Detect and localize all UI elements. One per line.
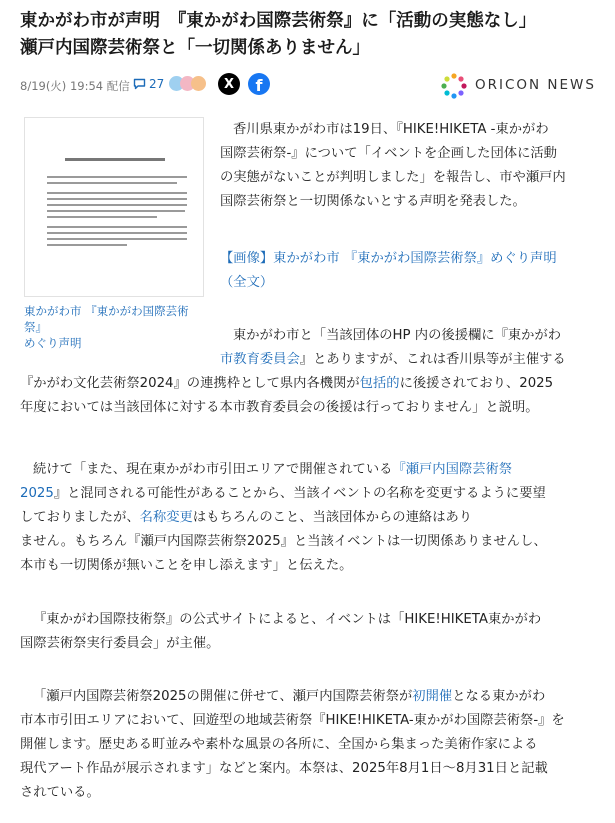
doc-text-line: [47, 210, 185, 212]
oricon-logo-icon: [440, 72, 468, 100]
doc-text-line: [47, 176, 187, 178]
link-name-change[interactable]: 名称変更: [139, 510, 193, 525]
text-line: [20, 348, 610, 372]
doc-title-line: [65, 158, 165, 161]
text-line: [20, 372, 610, 396]
link-first-held[interactable]: 初開催: [412, 689, 453, 704]
link-setouchi-triennale-year[interactable]: 2025: [20, 486, 54, 501]
paragraph-event-description: [20, 685, 610, 805]
text-span: 』とありますが、これは香川県等が主催する: [299, 352, 566, 367]
text-line: 現代アート作品が展示されます」などと案内。本祭は、2025年8月1日～8月31日と記載: [20, 761, 548, 776]
doc-text-line: [47, 232, 187, 234]
doc-text-line: [47, 244, 127, 246]
headline-line-1: 東かがわ市が声明 『東かがわ国際芸術祭』に「活動の実態なし」: [20, 11, 537, 31]
text-line: [20, 685, 610, 709]
comment-count[interactable]: 27: [149, 77, 165, 91]
reaction-face-icon: [191, 76, 206, 91]
paragraph-statement: [20, 324, 610, 420]
doc-text-line: [47, 204, 187, 206]
doc-text-line: [47, 216, 157, 218]
link-setouchi-triennale[interactable]: 『瀬戸内国際芸術祭: [392, 462, 513, 477]
brand-name: ORICON NEWS: [475, 77, 596, 93]
text-span: はもちろんのこと、当該団体からの連絡はあり: [192, 510, 473, 525]
image-link[interactable]: [220, 247, 605, 295]
text-line: 本市も一切関係が無いことを申し添えます」と伝えた。: [20, 558, 353, 573]
text-line: ません。もちろん『瀬戸内国際芸術祭2025』と当該イベントは一切関係ありませんし、: [20, 534, 547, 549]
article-meta-bar: [20, 72, 610, 102]
doc-text-line: [47, 226, 187, 228]
statement-document-thumbnail[interactable]: [24, 117, 204, 297]
text-span: 「瀬戸内国際芸術祭2025の開催に併せて、瀬戸内国際芸術祭が: [33, 689, 413, 704]
paragraph-name-change: [20, 458, 610, 578]
text-line: [20, 482, 610, 506]
text-line: 『東かがわ国際技術祭』の公式サイトによると、イベントは「HIKE!HIKETA東かがわ: [33, 612, 542, 627]
link-comprehensive[interactable]: 包括的: [359, 376, 400, 391]
text-line: 東かがわ市と「当該団体のHP 内の後援欄に『東かがわ: [233, 328, 562, 343]
article-headline: [20, 8, 605, 62]
image-link-line-2: （全文）: [220, 275, 274, 290]
text-line: 年度においては当該団体に対する本市教育委員会の後援は行っておりません」と説明。: [20, 400, 539, 415]
oricon-news-logo[interactable]: [440, 72, 610, 98]
text-span: となる東かがわ: [452, 689, 546, 704]
doc-text-line: [47, 182, 177, 184]
text-span: 続けて「また、現在東かがわ市引田エリアで開催されている: [33, 462, 393, 477]
text-span: 』と混同される可能性があることから、当該イベントの名称を変更するように要望: [53, 486, 546, 501]
text-line: されている。: [20, 785, 100, 800]
text-span: 『かがわ文化芸術祭2024』の連携枠として県内各機関が: [20, 376, 360, 391]
text-span: しておりましたが、: [20, 510, 140, 525]
share-x-button[interactable]: X: [218, 73, 240, 95]
doc-text-line: [47, 238, 187, 240]
speech-bubble-icon[interactable]: [133, 78, 146, 90]
figure-caption-line-1: 東かがわ市 『東かがわ国際芸術祭』: [24, 304, 189, 334]
text-line: 国際芸術祭と一切関係ないとする声明を発表した。: [220, 194, 526, 209]
text-line: 国際芸術祭実行委員会」が主催。: [20, 636, 220, 651]
figure-caption-line-2: めぐり声明: [24, 336, 82, 350]
text-line: 市本市引田エリアにおいて、回遊型の地域芸術祭『HIKE!HIKETA-東かがわ国際芸術祭-』を: [20, 713, 565, 728]
text-line: 香川県東かがわ市は19日、『HIKE!HIKETA -東かがわ: [233, 122, 549, 137]
paragraph-official-site: [20, 608, 610, 656]
paragraph-intro: [220, 118, 605, 214]
doc-text-line: [47, 198, 187, 200]
doc-text-line: [47, 192, 187, 194]
image-link-line-1: 【画像】東かがわ市 『東かがわ国際芸術祭』めぐり声明: [220, 251, 557, 266]
text-line: 開催します。歴史ある町並みや素朴な風景の各所に、全国から集まった美術作家による: [20, 737, 538, 752]
text-line: [20, 458, 610, 482]
text-span: に後援されており、2025: [399, 376, 554, 391]
link-education-board[interactable]: 市教育委員会: [220, 352, 300, 367]
text-line: [20, 506, 610, 530]
headline-line-2: 瀬戸内国際芸術祭と「一切関係ありません」: [20, 38, 370, 58]
text-line: の実態がないことが判明しました」を報告し、市や瀬戸内: [220, 170, 566, 185]
publish-date: 8/19(火) 19:54 配信: [20, 79, 130, 93]
text-line: 国際芸術祭-』について「イベントを企画した団体に活動: [220, 146, 557, 161]
share-facebook-button[interactable]: f: [248, 73, 270, 95]
